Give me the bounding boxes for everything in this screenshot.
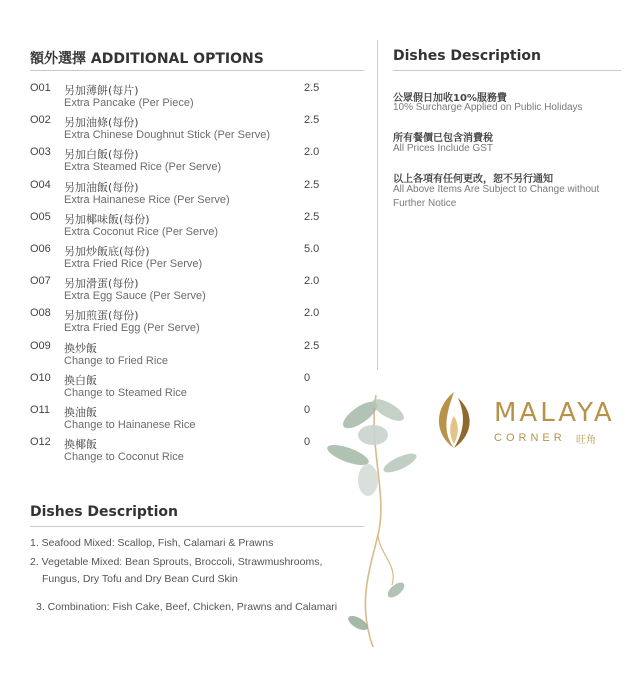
notes-title-rule <box>393 70 621 71</box>
flame-logo-icon <box>428 388 480 452</box>
option-row <box>30 436 330 468</box>
option-name-en: Extra Egg Sauce (Per Serve) <box>64 290 206 303</box>
option-name-zh: 另加炒飯底(每份) <box>64 245 150 258</box>
option-code: O03 <box>30 146 51 159</box>
option-row <box>30 211 330 243</box>
option-code: O04 <box>30 178 51 191</box>
logo-sub-zh: 旺角 <box>576 435 596 446</box>
note-gst-zh: 所有餐價已包含消費稅 <box>393 133 493 144</box>
option-name-zh: 另加白飯(每份) <box>64 148 139 162</box>
option-price: 2.0 <box>304 275 320 288</box>
note-change-zh: 以上各項有任何更改，恕不另行通知 <box>393 174 553 185</box>
option-code: O06 <box>30 243 51 255</box>
option-code: O12 <box>30 436 51 449</box>
option-name-zh: 另加油條(每份) <box>64 116 139 130</box>
option-code: O02 <box>30 114 51 127</box>
option-row <box>30 146 330 178</box>
option-name-en: Change to Fried Rice <box>64 354 168 367</box>
option-name-en: Extra Pancake (Per Piece) <box>64 97 194 109</box>
option-code: O07 <box>30 275 51 288</box>
option-row <box>30 243 330 275</box>
options-title-rule <box>30 70 364 71</box>
option-code: O10 <box>30 371 51 384</box>
option-row <box>30 340 330 372</box>
option-name-en: Extra Fried Rice (Per Serve) <box>64 258 203 270</box>
description-title: Dishes Description <box>30 504 178 520</box>
description-line-1: 1. Seafood Mixed: Scallop, Fish, Calamari & Prawns <box>30 537 274 549</box>
options-title: 額外選擇 ADDITIONAL OPTIONS <box>30 51 264 67</box>
option-name-zh: 另加煎蛋(每份) <box>64 309 139 323</box>
option-price: 2.5 <box>304 114 320 127</box>
option-name-en: Extra Fried Egg (Per Serve) <box>64 322 200 335</box>
option-row <box>30 275 330 307</box>
notes-title: Dishes Description <box>393 48 541 64</box>
option-name-zh: 另加油飯(每份) <box>64 180 139 194</box>
option-price: 2.5 <box>304 178 320 191</box>
option-price: 2.0 <box>304 146 320 159</box>
option-name-zh: 另加椰味飯(每份) <box>64 212 150 226</box>
description-line-2-cont: Fungus, Dry Tofu and Dry Bean Curd Skin <box>42 573 238 585</box>
malaya-corner-logo <box>428 388 618 458</box>
option-name-zh: 換椰飯 <box>64 438 97 452</box>
option-name-en: Extra Chinese Doughnut Stick (Per Serve) <box>64 129 271 142</box>
note-change-en: All Above Items Are Subject to Change without Further Notice <box>393 184 600 209</box>
option-price: 5.0 <box>304 243 320 255</box>
option-name-en: Change to Hainanese Rice <box>64 419 196 431</box>
option-name-zh: 換白飯 <box>64 373 97 387</box>
description-title-rule <box>30 526 364 527</box>
option-name-zh: 另加滑蛋(每份) <box>64 277 139 291</box>
option-code: O11 <box>30 404 50 416</box>
option-name-zh: 換炒飯 <box>64 341 97 355</box>
option-row <box>30 82 330 114</box>
note-gst-en: All Prices Include GST <box>393 143 494 154</box>
option-code: O08 <box>30 307 51 320</box>
option-name-zh: 換油飯 <box>64 406 97 419</box>
logo-sub: CORNER <box>494 432 566 444</box>
note-holiday-en: 10% Surcharge Applied on Public Holidays <box>393 102 583 113</box>
option-row <box>30 114 330 146</box>
logo-name: MALAYA <box>494 398 615 428</box>
description-line-2: 2. Vegetable Mixed: Bean Sprouts, Broccoli, Strawmushrooms, <box>30 556 323 568</box>
option-name-zh: 另加薄餅(每片) <box>64 84 139 97</box>
option-price: 0 <box>304 371 311 384</box>
description-line-3: 3. Combination: Fish Cake, Beef, Chicken, Prawns and Calamari <box>36 601 338 613</box>
option-name-en: Extra Coconut Rice (Per Serve) <box>64 225 219 238</box>
option-row <box>30 404 330 436</box>
column-divider <box>377 40 378 370</box>
option-price: 2.0 <box>304 307 320 320</box>
option-name-en: Extra Hainanese Rice (Per Serve) <box>64 193 230 206</box>
option-row <box>30 372 330 404</box>
option-price: 0 <box>304 436 311 449</box>
option-price: 2.5 <box>304 210 320 223</box>
note-holiday-zh: 公眾假日加收10%服務費 <box>393 93 507 104</box>
option-name-en: Change to Steamed Rice <box>64 386 187 399</box>
option-row <box>30 307 330 339</box>
option-code: O09 <box>30 339 51 352</box>
option-name-en: Extra Steamed Rice (Per Serve) <box>64 161 222 174</box>
option-price: 2.5 <box>304 339 320 352</box>
option-code: O05 <box>30 210 51 223</box>
option-name-en: Change to Coconut Rice <box>64 451 184 464</box>
option-price: 0 <box>304 404 311 416</box>
option-row <box>30 179 330 211</box>
option-price: 2.5 <box>304 82 320 94</box>
option-code: O01 <box>30 82 51 94</box>
